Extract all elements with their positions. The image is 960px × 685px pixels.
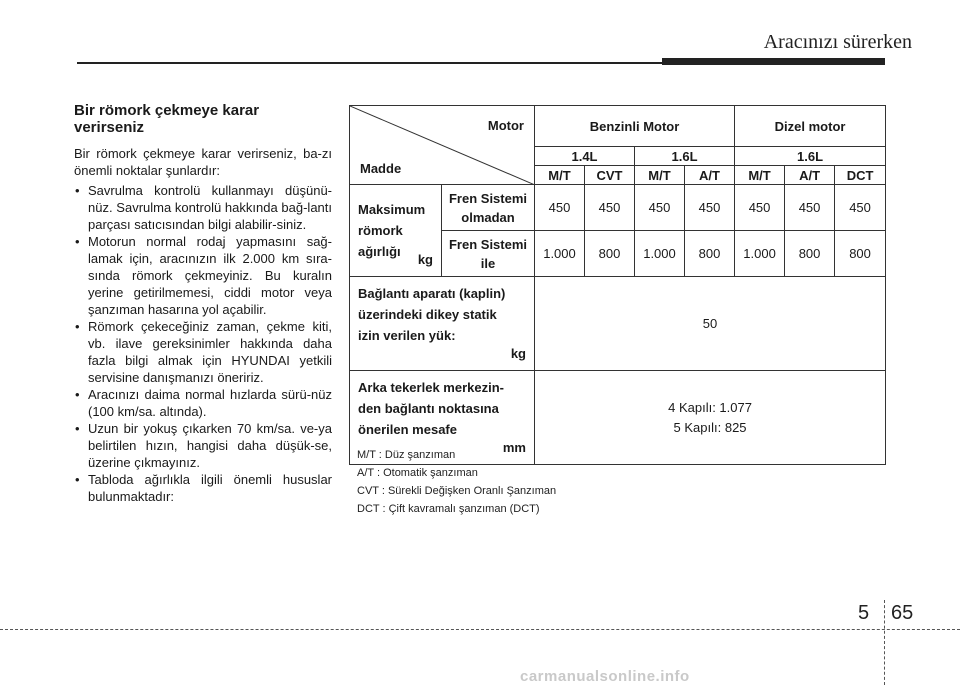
bullet-list	[74, 182, 332, 505]
transmission-cell: CVT	[585, 166, 635, 185]
table-cell: 450	[835, 185, 886, 231]
watermark: carmanualsonline.info	[520, 668, 690, 685]
table-cell: 450	[785, 185, 835, 231]
header-rule-thin	[77, 62, 662, 64]
transmission-cell: A/T	[785, 166, 835, 185]
note-line: CVT : Sürekli Değişken Oranlı Şanzıman	[357, 485, 557, 497]
engine-group-diesel: Dizel motor	[735, 106, 886, 147]
transmission-cell: M/T	[735, 166, 785, 185]
table-cell: 800	[585, 231, 635, 277]
intro-paragraph: Bir römork çekmeye karar verirseniz, ba-zı önemli noktalar şunlardır:	[74, 146, 332, 178]
bullet-icon: •	[75, 472, 80, 487]
list-item: • Motorun normal rodaj yapmasını sağ-lamak için, aracınızın ilk 2.000 km sıra-sında römork çekmeyiniz. Bu kuralın yerine getirilmemesi, ciddi motor veya şanzıman hasarına yol açabilir.	[75, 234, 332, 317]
max-weight-label: Maksimum römork ağırlığı kg	[350, 185, 442, 277]
page-number: 65	[891, 602, 914, 624]
brake-with-label: Fren Sistemi ile	[442, 231, 535, 277]
trailer-spec-table	[349, 105, 886, 465]
transmission-cell: DCT	[835, 166, 886, 185]
bullet-icon: •	[75, 387, 80, 402]
static-load-value: 50	[535, 277, 886, 371]
table-cell: 450	[685, 185, 735, 231]
table-cell: 1.000	[635, 231, 685, 277]
unit-label: kg	[510, 346, 526, 361]
list-item: • Tabloda ağırlıkla ilgili önemli hususlar bulunmaktadır:	[75, 472, 332, 504]
section-title: Bir römork çekmeye karar verirseniz	[74, 102, 260, 136]
static-load-label: Bağlantı aparatı (kaplin) üzerindeki dikey statik izin verilen yük: kg	[350, 277, 535, 371]
footer-vertical-dash	[884, 600, 885, 685]
corner-label-madde: Madde	[360, 161, 402, 176]
table-cell: 450	[735, 185, 785, 231]
table-cell: 450	[585, 185, 635, 231]
list-item: • Savrulma kontrolü kullanmayı düşünü-nüz. Savrulma kontrolü hakkında bağ-lantı parçası satıcısından bilgi alabilir-siniz.	[75, 183, 332, 232]
footer-dashed-rule	[0, 629, 960, 630]
table-cell: 450	[535, 185, 585, 231]
table-corner-header	[350, 106, 535, 185]
bullet-icon: •	[75, 234, 80, 249]
transmission-cell: M/T	[635, 166, 685, 185]
brake-none-label: Fren Sistemi olmadan	[442, 185, 535, 231]
unit-label: kg	[417, 252, 433, 267]
header-rule-thick	[662, 58, 885, 65]
list-item: • Aracınızı daima normal hızlarda sürü-nüz (100 km/sa. altında).	[75, 387, 332, 419]
bullet-icon: •	[75, 421, 80, 436]
bullet-icon: •	[75, 183, 80, 198]
list-item: • Römork çekeceğiniz zaman, çekme kiti, vb. ilave gereksinimler hakkında daha fazla bilgi almak için HYUNDAI yetkili servisine danışmanızı öneririz.	[75, 319, 332, 385]
table-cell: 800	[685, 231, 735, 277]
abbreviation-notes	[357, 446, 757, 518]
list-item: • Uzun bir yokuş çıkarken 70 km/sa. ve-ya belirtilen hızın, hangisi daha düşük-se, üzerine çıkmayınız.	[75, 421, 332, 470]
unit-label: mm	[502, 440, 526, 455]
table-cell: 800	[785, 231, 835, 277]
displacement-cell: 1.6L	[635, 147, 735, 166]
note-line: M/T : Düz şanzıman	[357, 449, 456, 461]
corner-label-motor: Motor	[487, 118, 524, 133]
transmission-cell: A/T	[685, 166, 735, 185]
bullet-icon: •	[75, 319, 80, 334]
distance-values: 4 Kapılı: 1.077 5 Kapılı: 825	[535, 371, 886, 465]
distance-label: Arka tekerlek merkezin- den bağlantı noktasına önerilen mesafe mm	[350, 371, 535, 465]
chapter-number: 5	[858, 602, 870, 624]
table-cell: 800	[835, 231, 886, 277]
left-column	[74, 102, 332, 505]
displacement-cell: 1.6L	[735, 147, 886, 166]
table-cell: 1.000	[535, 231, 585, 277]
engine-group-gasoline: Benzinli Motor	[535, 106, 735, 147]
note-line: A/T : Otomatik şanzıman	[357, 467, 478, 479]
note-line: DCT : Çift kavramalı şanzıman (DCT)	[357, 503, 540, 515]
running-header: Aracınızı sürerken	[763, 31, 912, 53]
transmission-cell: M/T	[535, 166, 585, 185]
table-cell: 1.000	[735, 231, 785, 277]
table-cell: 450	[635, 185, 685, 231]
displacement-cell: 1.4L	[535, 147, 635, 166]
